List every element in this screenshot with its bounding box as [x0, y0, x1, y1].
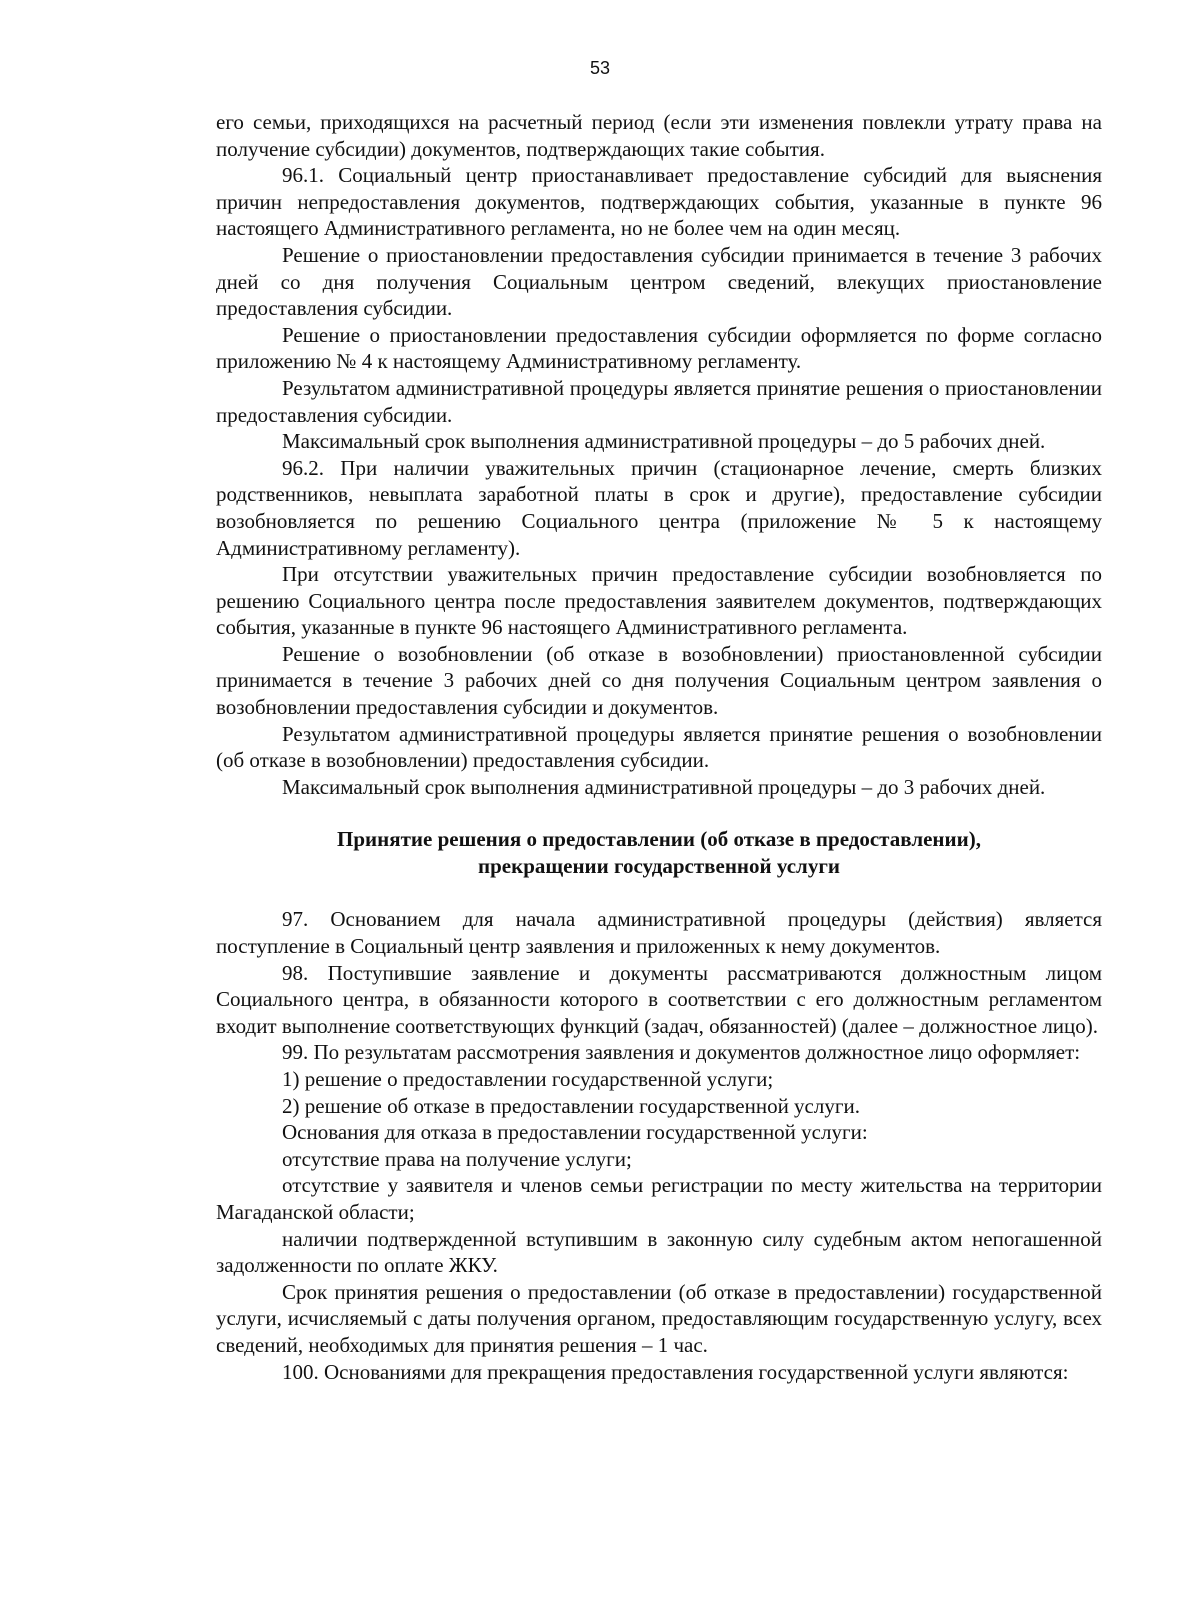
- paragraph: 96.2. При наличии уважительных причин (стационарное лечение, смерть близких родственников, невыплата заработной платы в срок и другие), предоставление субсидии возобновляется по решению Социального центра (приложение № 5 к настоящему Административному регламенту).: [216, 455, 1102, 560]
- list-item: 2) решение об отказе в предоставлении государственной услуги.: [282, 1093, 860, 1118]
- paragraph: 100. Основаниями для прекращения предоставления государственной услуги являются:: [282, 1359, 1069, 1384]
- list-item: 1) решение о предоставлении государственной услуги;: [282, 1067, 774, 1091]
- paragraph: его семьи, приходящихся на расчетный период (если эти изменения повлекли утрату права на получение субсидии) документов, подтверждающих такие события.: [216, 110, 1102, 161]
- paragraph: 97. Основанием для начала административной процедуры (действия) является поступление в Социальный центр заявления и приложенных к нему документов.: [216, 907, 1102, 959]
- paragraph: Решение о возобновлении (об отказе в возобновлении) приостановленной субсидии принимается в течение 3 рабочих дней со дня получения Социальным центром заявления о возобновлении предоставления субсидии и документов.: [216, 641, 1102, 720]
- paragraph: 98. Поступившие заявление и документы рассматриваются должностным лицом Социального центра, в обязанности которого в соответствии с его должностным регламентом входит выполнение соответствующих функций (задач, обязанностей) (далее – должностное лицо).: [216, 960, 1102, 1038]
- paragraph: Результатом административной процедуры является принятие решения о приостановлении предоставления субсидии.: [216, 375, 1102, 427]
- paragraph: Максимальный срок выполнения административной процедуры – до 5 рабочих дней.: [282, 429, 1046, 454]
- list-item: отсутствие у заявителя и членов семьи регистрации по месту жительства на территории Магаданской области;: [216, 1173, 1102, 1224]
- paragraph: Срок принятия решения о предоставлении (об отказе в предоставлении) государственной услуги, исчисляемый с даты получения органом, предоставляющим государственную услугу, всех сведений, необходимых для принятия решения – 1 час.: [216, 1279, 1102, 1357]
- paragraph: Основания для отказа в предоставлении государственной услуги:: [282, 1120, 868, 1145]
- list-item: отсутствие права на получение услуги;: [282, 1146, 632, 1171]
- paragraph: При отсутствии уважительных причин предоставление субсидии возобновляется по решению Социального центра после предоставления заявителем документов, подтверждающих события, указанные в пункте 96 настоящего Административного регламента.: [216, 562, 1102, 640]
- paragraph: Решение о приостановлении предоставления субсидии принимается в течение 3 рабочих дней со дня получения Социальным центром сведений, влекущих приостановление предоставления субсидии.: [216, 242, 1102, 321]
- page-number: 53: [589, 58, 611, 78]
- section-heading-line: Принятие решения о предоставлении (об отказе в предоставлении),: [337, 827, 981, 852]
- section-heading-line: прекращении государственной услуги: [478, 854, 840, 879]
- section-heading: [216, 826, 1102, 880]
- paragraph: 96.1. Социальный центр приостанавливает предоставление субсидий для выяснения причин непредоставления документов, подтверждающих события, указанные в пункте 96 настоящего Административного регламента, но не более чем на один месяц.: [216, 163, 1102, 241]
- paragraph: 99. По результатам рассмотрения заявления и документов должностное лицо оформляет:: [282, 1040, 1081, 1065]
- document-body: [216, 109, 1102, 1385]
- paragraph: Результатом административной процедуры является принятие решения о возобновлении (об отказе в возобновлении) предоставления субсидии.: [216, 721, 1102, 773]
- paragraph: Решение о приостановлении предоставления субсидии оформляется по форме согласно приложению № 4 к настоящему Административному регламенту.: [216, 322, 1102, 374]
- list-item: наличии подтвержденной вступившим в законную силу судебным актом непогашенной задолженности по оплате ЖКУ.: [216, 1226, 1102, 1278]
- paragraph: Максимальный срок выполнения административной процедуры – до 3 рабочих дней.: [282, 774, 1046, 799]
